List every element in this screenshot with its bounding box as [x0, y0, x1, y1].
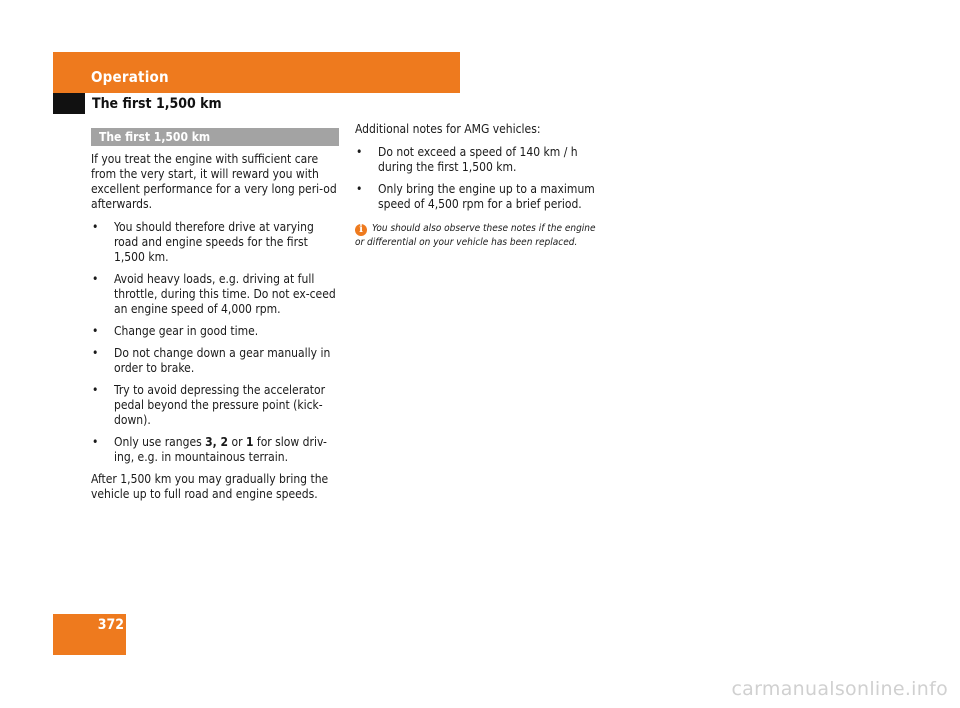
right-bullet-list	[355, 145, 605, 212]
page-number-box	[53, 614, 126, 655]
list-item: • Only bring the engine up to a maximum speed of 4,500 rpm for a brief period.	[356, 182, 595, 211]
list-item: • Try to avoid depressing the accelerator pedal beyond the pressure point (kick-down).	[92, 383, 326, 427]
bullet-icon: •	[92, 272, 99, 286]
list-item-ranges: • Only use ranges 3, 2 or 1 for slow driv-ing, e.g. in mountainous terrain.	[92, 435, 327, 464]
bullet-icon: •	[92, 324, 99, 338]
closing-paragraph: After 1,500 km you may gradually bring the vehicle up to full road and engine speeds.	[91, 472, 329, 501]
bullet-icon: •	[92, 346, 99, 360]
info-icon: i	[355, 224, 367, 236]
list-item: • Change gear in good time.	[92, 324, 259, 338]
list-item: • Do not exceed a speed of 140 km / h during the first 1,500 km.	[356, 145, 578, 174]
info-note: i You should also observe these notes if the engine or differential on your vehicle has been replaced.	[355, 223, 596, 248]
bullet-icon: •	[356, 145, 363, 159]
amg-notes-heading: Additional notes for AMG vehicles:	[355, 122, 541, 136]
watermark: carmanualsonline.info	[731, 678, 948, 700]
section-title: Operation	[91, 68, 169, 86]
bullet-icon: •	[356, 182, 363, 196]
list-item: • Do not change down a gear manually in order to brake.	[92, 346, 331, 375]
left-column	[91, 128, 339, 510]
page-subtitle: The first 1,500 km	[92, 96, 222, 112]
bullet-icon: •	[92, 435, 99, 449]
list-item: • You should therefore drive at varying road and engine speeds for the first 1,500 km.	[92, 220, 314, 264]
list-item: • Avoid heavy loads, e.g. driving at full throttle, during this time. Do not ex-ceed an engine speed of 4,000 rpm.	[92, 272, 336, 316]
page-number: 372	[97, 617, 124, 633]
bullet-icon: •	[92, 220, 99, 234]
right-column	[355, 122, 605, 250]
section-header-bar	[53, 52, 460, 93]
box-heading: The first 1,500 km	[91, 128, 339, 146]
black-tab-marker	[53, 93, 85, 114]
intro-paragraph: If you treat the engine with sufficient care from the very start, it will reward you with excellent performance for a very long peri-od afterwards.	[91, 152, 337, 211]
bullet-icon: •	[92, 383, 99, 397]
left-bullet-list	[91, 220, 339, 465]
